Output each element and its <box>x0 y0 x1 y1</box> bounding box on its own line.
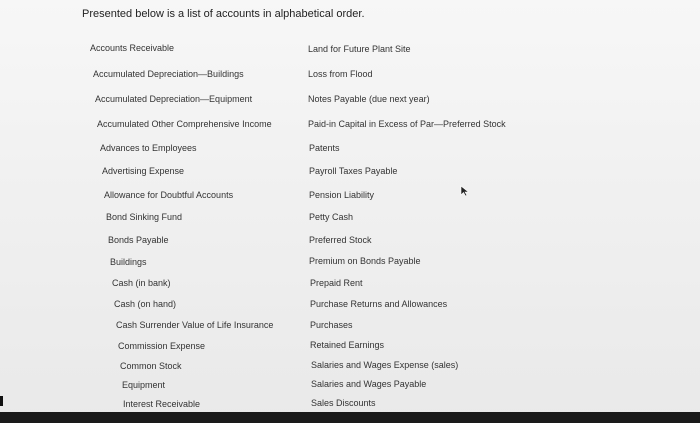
right-account-item: Premium on Bonds Payable <box>309 256 421 266</box>
right-account-item: Sales Discounts <box>311 398 376 408</box>
left-account-item: Advertising Expense <box>102 166 185 176</box>
left-account-item: Commission Expense <box>118 341 206 351</box>
right-account-item: Loss from Flood <box>308 69 373 79</box>
edge-marker <box>0 396 3 406</box>
right-account-item: Payroll Taxes Payable <box>309 166 398 176</box>
right-account-item: Pension Liability <box>309 190 375 200</box>
left-account-item: Bonds Payable <box>108 235 169 245</box>
right-account-item: Salaries and Wages Payable <box>311 379 427 389</box>
left-account-item: Accumulated Other Comprehensive Income <box>97 119 272 129</box>
left-account-item: Bond Sinking Fund <box>106 212 183 222</box>
right-account-item: Salaries and Wages Expense (sales) <box>311 360 459 370</box>
left-account-item: Accumulated Depreciation—Buildings <box>93 69 244 79</box>
right-account-item: Purchase Returns and Allowances <box>310 299 448 309</box>
left-account-item: Cash (on hand) <box>114 299 177 309</box>
left-account-item: Accumulated Depreciation—Equipment <box>95 94 253 104</box>
right-account-item: Petty Cash <box>309 212 354 222</box>
right-account-item: Paid-in Capital in Excess of Par—Preferred Stock <box>308 119 506 129</box>
right-account-item: Notes Payable (due next year) <box>308 94 430 104</box>
left-account-item: Buildings <box>110 257 147 267</box>
left-account-item: Advances to Employees <box>100 143 197 153</box>
left-account-item: Equipment <box>122 380 166 390</box>
right-account-item: Retained Earnings <box>310 340 385 350</box>
left-account-item: Cash (in bank) <box>112 278 171 288</box>
intro-text: Presented below is a list of accounts in alphabetical order. <box>82 8 365 20</box>
right-account-item: Purchases <box>310 320 353 330</box>
right-account-item: Preferred Stock <box>309 235 372 245</box>
left-account-item: Allowance for Doubtful Accounts <box>104 190 234 200</box>
right-account-item: Patents <box>309 143 340 153</box>
right-account-item: Prepaid Rent <box>310 278 363 288</box>
mouse-cursor-icon <box>460 185 470 197</box>
left-account-item: Accounts Receivable <box>90 43 175 53</box>
right-account-item: Land for Future Plant Site <box>308 44 411 54</box>
left-account-item: Interest Receivable <box>123 399 201 409</box>
left-account-item: Cash Surrender Value of Life Insurance <box>116 320 274 330</box>
left-account-item: Common Stock <box>120 361 182 371</box>
bottom-bezel <box>0 412 700 423</box>
